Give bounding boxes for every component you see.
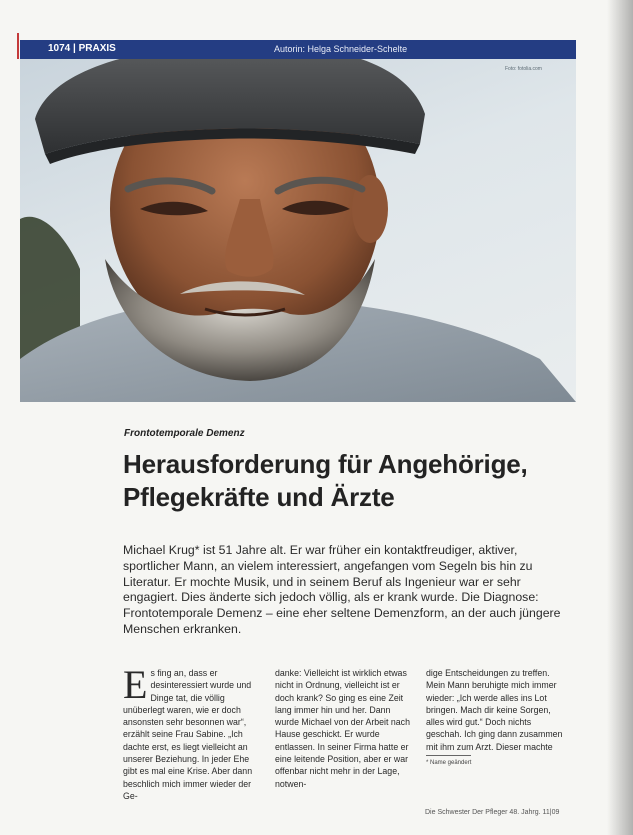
body-column-1 — [123, 662, 261, 802]
photo-credit: Foto: fotolia.com — [505, 66, 542, 72]
article-kicker: Frontotemporale Demenz — [124, 428, 245, 439]
article-headline — [123, 448, 543, 514]
body-text-3: dige Entscheidungen zu treffen. Mein Mann beruhigte mich immer wieder: „Ich werde alles ins Lot bringen. Mach dir keine Sorgen, alles wird gut.“ Doch nichts geschah. Ich ging dann zusammen mit ihm zum Arzt. Dieser machte — [426, 668, 563, 752]
headline-line-1: Herausforderung für Angehörige, — [123, 449, 528, 479]
drop-cap: E — [123, 662, 148, 707]
author-line: Autorin: Helga Schneider-Schelte — [274, 44, 408, 54]
footnote: * Name geändert — [426, 755, 471, 769]
headline-line-2: Pflegekräfte und Ärzte — [123, 482, 395, 512]
page-edge-shadow — [607, 0, 633, 835]
hero-photo — [20, 59, 576, 402]
body-column-2 — [275, 667, 413, 790]
page-footer: Die Schwester Der Pfleger 48. Jahrg. 11|09 — [425, 809, 560, 816]
section-label: 1074 | PRAXIS — [48, 43, 116, 54]
body-text-2: danke: Vielleicht ist wirklich etwas nicht in Ordnung, vielleicht ist er doch krank? So ging es eine Zeit lang immer hin und her. Dann wurde Michael von der Arbeit nach Hause geschickt. Er wurde entlassen. In seiner Firma hatte er eine leitende Position, aber er war offenbar nicht mehr in der Lage, notwen- — [275, 668, 410, 789]
body-text-1: s fing an, dass er desinteressiert wurde und Dinge tat, die völlig unüberlegt waren, wie er doch ansonsten sehr besonnen war“, erzählt seine Frau Sabine. „Ich dachte erst, es liegt vielleicht an unserer Beziehung. In jeder Ehe gibt es mal eine Krise. Aber dann beschlich mich immer wieder der Ge- — [123, 668, 253, 801]
body-column-3 — [426, 667, 564, 769]
margin-mark — [17, 33, 19, 59]
portrait-illustration — [20, 59, 576, 402]
article-lead: Michael Krug* ist 51 Jahre alt. Er war früher ein kontaktfreudiger, aktiver, sportlicher Mann, an vielem interessiert, angefangen vom Segeln bis hin zu Literatur. Er mochte Musik, und in seinem Beruf als Ingenieur war er sehr engagiert. Dies änderte sich jedoch völlig, als er krank wurde. Die Diagnose: Frontotemporale Demenz – eine eher seltene Demenzform, an der auch jüngere Menschen erkranken. — [123, 543, 561, 636]
